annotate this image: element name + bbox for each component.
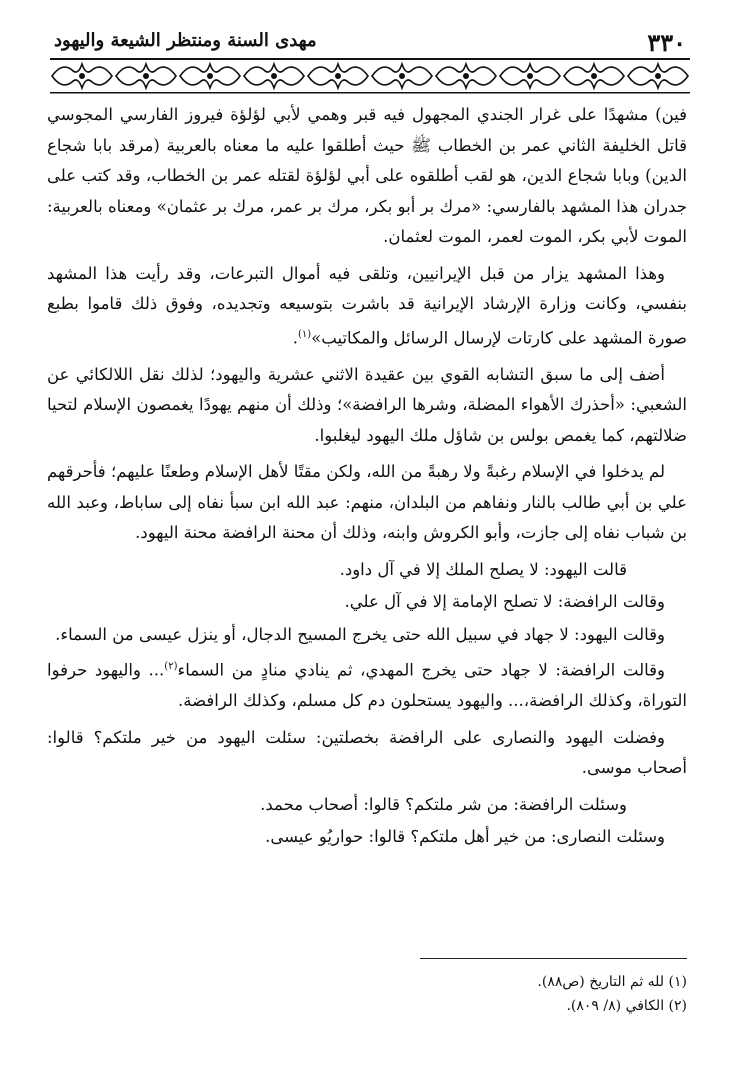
page-number: ٣٣٠	[647, 28, 686, 57]
footnote: (١) لله ثم التاريخ (ص٨٨).	[537, 974, 687, 990]
paragraph: وسئلت الرافضة: من شر ملتكم؟ قالوا: أصحاب محمد.	[260, 794, 627, 814]
footnote-separator	[420, 958, 687, 959]
paragraph: أضف إلى ما سبق التشابه القوي بين عقيدة الاثني عشرية واليهود؛ لذلك نقل اللالكائي عن الشعبي: «أحذرك الأهواء المضلة، وشرها الرافضة»؛ وذلك أن منهم يهودًا يغمصون الإسلام لتحيا ضلالتهم، كما يغمص بولس بن شاؤل ملك اليهود ليغلبوا.	[47, 364, 687, 445]
paragraph: قالت اليهود: لا يصلح الملك إلا في آل داود.	[339, 559, 627, 579]
footnote-ref: (١)	[297, 328, 312, 340]
ornamental-border	[50, 56, 690, 96]
paragraph-end: .	[292, 328, 298, 347]
running-title: مهدى السنة ومنتظر الشيعة واليهود	[54, 30, 317, 51]
footnotes	[47, 970, 687, 1018]
paragraph: وقالت اليهود: لا جهاد في سبيل الله حتى يخرج المسيح الدجال، أو ينزل عيسى من السماء.	[55, 624, 665, 644]
footnote-ref: (٢)	[164, 661, 178, 672]
paragraph	[47, 652, 687, 717]
paragraph: فين) مشهدًا على غرار الجندي المجهول فيه قبر وهمي لأبي لؤلؤة فيروز الفارسي المجوسي قاتل الخليفة الثاني عمر بن الخطاب ﷺ حيث أطلقوا عليه ما معناه بالعربية (مرقد بابا شجاع الدين) وبابا شجاع الدين، هو لقب أطلقوه على أبي لؤلؤة لقتله عمر بن الخطاب، وقد كتب على جدران هذا المشهد بالفارسي: «مرك بر أبو بكر، مرك بر عمر، مرك بر عثمان» ومعناه بالعربية: الموت لأبي بكر، الموت لعمر، الموت لعثمان.	[47, 105, 687, 246]
paragraph-text: ... واليهود حرفوا التوراة، وكذلك الرافضة،... واليهود يستحلون دم كل مسلم، وكذلك الرافضة.	[47, 660, 687, 710]
paragraph-text: وهذا المشهد يزار من قبل الإيرانيين، وتلقى فيه أموال التبرعات، وقد رأيت هذا المشهد بنفسي، وكانت وزارة الإرشاد الإيرانية قد باشرت بتوسيعه وتجديده، وفوق ذلك قاموا بطبع صورة المشهد على كارتات لإرسال الرسائل والمكاتيب»	[47, 263, 687, 347]
page-header	[54, 28, 686, 57]
paragraph-text: وقالت الرافضة: لا جهاد حتى يخرج المهدي، ثم ينادي منادٍ من السماء	[177, 660, 665, 680]
body-text	[47, 100, 687, 855]
paragraph: وقالت الرافضة: لا تصلح الإمامة إلا في آل علي.	[344, 592, 665, 611]
paragraph: لم يدخلوا في الإسلام رغبةً ولا رهبةً من الله، ولكن مقتًا لأهل الإسلام وطعنًا عليهم؛ فأحرقهم علي بن أبي طالب بالنار ونفاهم من البلدان، منهم: عبد الله ابن سبأ نفاه إلى ساباط، وعبد الله بن شباب نفاه إلى جازت، وأبو الكروش وابنه، وذلك أن محنة الرافضة محنة اليهود.	[47, 462, 687, 542]
paragraph: وسئلت النصارى: من خير أهل ملتكم؟ قالوا: حواريُو عيسى.	[265, 827, 665, 846]
footnote: (٢) الكافي (٨/ ٨٠٩).	[566, 998, 687, 1014]
paragraph	[47, 259, 687, 354]
paragraph: وفضلت اليهود والنصارى على الرافضة بخصلتين: سئلت اليهود من خير ملتكم؟ قالوا: أصحاب موسى.	[47, 727, 687, 777]
